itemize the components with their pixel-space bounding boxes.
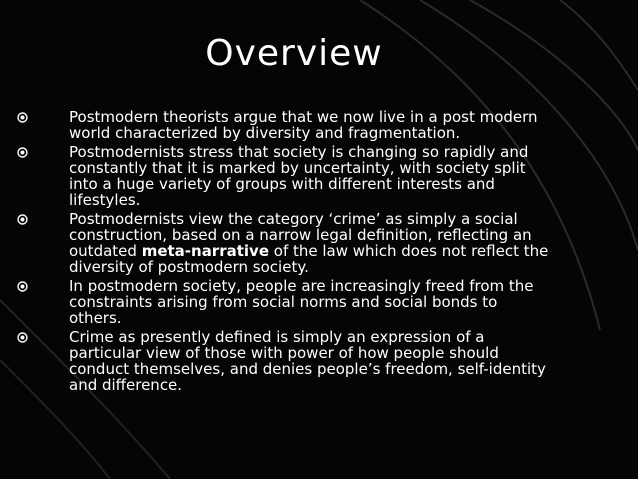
- bullet-item: [14, 211, 554, 275]
- bullet-text-after: of the law which does not reflect the diversity of postmodern society.: [69, 242, 549, 276]
- target-bullet-icon: [17, 147, 28, 158]
- slide-title: Overview: [205, 33, 383, 74]
- bullet-list: [14, 109, 554, 396]
- bullet-text-before: Postmodernists view the category ‘crime’ as simply a social construction, based on a narrow legal definition, reflecting an outdated: [69, 210, 532, 260]
- bullet-item: [14, 109, 554, 141]
- bullet-text: Crime as presently defined is simply an expression of a particular view of those with power of how people should conduct themselves, and denies people’s freedom, self-identity and difference.: [69, 328, 546, 394]
- bullet-text: Postmodern theorists argue that we now live in a post modern world characterized by diversity and fragmentation.: [69, 108, 538, 142]
- bullet-item: [14, 329, 554, 393]
- bullet-text: Postmodernists stress that society is changing so rapidly and constantly that it is marked by uncertainty, with society split into a huge variety of groups with different interests and lifestyles.: [69, 143, 529, 209]
- bullet-text: In postmodern society, people are increasingly freed from the constraints arising from social norms and social bonds to others.: [69, 277, 534, 327]
- target-bullet-icon: [17, 281, 28, 292]
- emphasized-term: meta-narrative: [141, 242, 269, 260]
- bullet-item: [14, 278, 554, 326]
- target-bullet-icon: [17, 112, 28, 123]
- target-bullet-icon: [17, 332, 28, 343]
- bullet-item: [14, 144, 554, 208]
- target-bullet-icon: [17, 214, 28, 225]
